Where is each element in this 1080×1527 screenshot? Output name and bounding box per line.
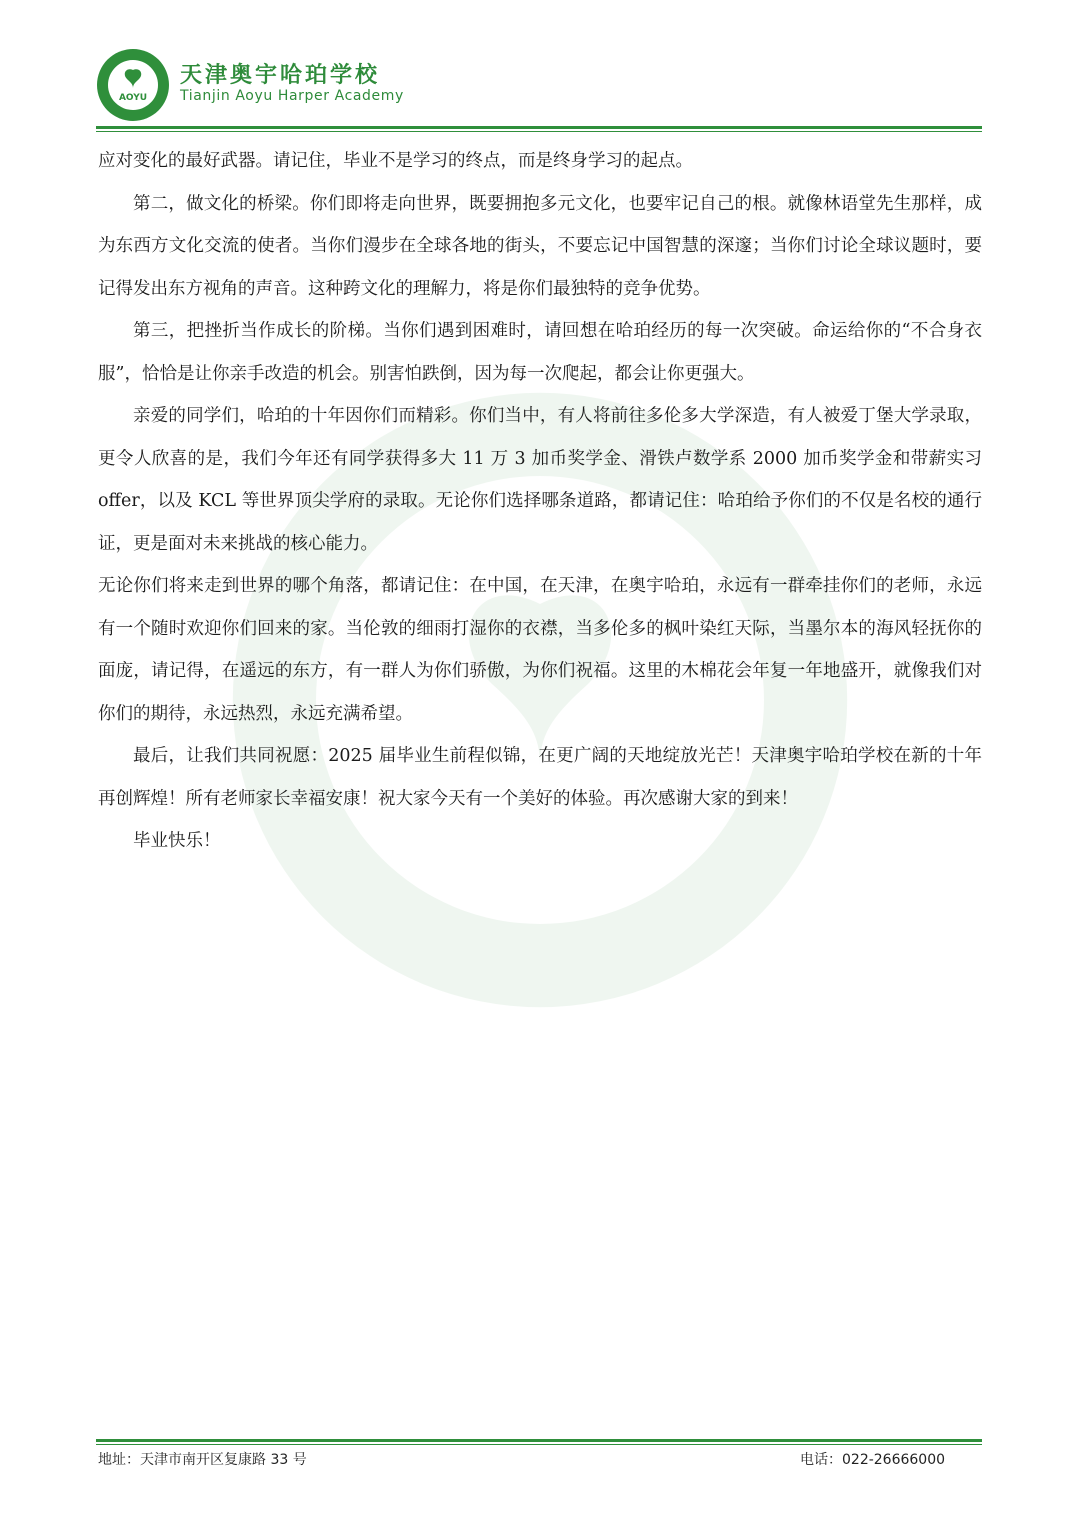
logo-text: AOYU (118, 93, 148, 103)
paragraph-continuation: 应对变化的最好武器。请记住，毕业不是学习的终点，而是终身学习的起点。 (98, 151, 693, 171)
letter-body (98, 140, 982, 863)
footer-address: 地址：天津市南开区复康路 33 号 (98, 1452, 307, 1468)
paragraph-setbacks: 第三，把挫折当作成长的阶梯。当你们遇到困难时，请回想在哈珀经历的每一次突破。命运给你的“不合身衣服”，恰恰是让你亲手改造的机会。别害怕跌倒，因为每一次爬起，都会让你更强大。 (98, 321, 982, 384)
header-divider-thin (96, 131, 982, 132)
letterhead (96, 48, 982, 128)
school-logo-icon (96, 48, 170, 122)
paragraph-wishes: 最后，让我们共同祝愿：2025 届毕业生前程似锦，在更广阔的天地绽放光芒！天津奥宇哈珀学校在新的十年再创辉煌！所有老师家长幸福安康！祝大家今天有一个美好的体验。再次感谢大家的到来！ (98, 746, 982, 809)
paragraph-home: 无论你们将来走到世界的哪个角落，都请记住：在中国，在天津，在奥宇哈珀，永远有一群牵挂你们的老师，永远有一个随时欢迎你们回来的家。当伦敦的细雨打湿你的衣襟，当多伦多的枫叶染红天际，当墨尔本的海风轻抚你的面庞，请记得，在遥远的东方，有一群人为你们骄傲，为你们祝福。这里的木棉花会年复一年地盛开，就像我们对你们的期待，永远热烈，永远充满希望。 (98, 576, 982, 724)
paragraph-closing: 毕业快乐！ (133, 831, 221, 851)
footer-divider-thin (96, 1444, 982, 1445)
footer-divider-thick (96, 1439, 982, 1442)
school-name-cn: 天津奥宇哈珀学校 (180, 63, 381, 88)
paragraph-cultural-bridge: 第二，做文化的桥梁。你们即将走向世界，既要拥抱多元文化，也要牢记自己的根。就像林语堂先生那样，成为东西方文化交流的使者。当你们漫步在全球各地的街头，不要忘记中国智慧的深邃；当你们讨论全球议题时，要记得发出东方视角的声音。这种跨文化的理解力，将是你们最独特的竞争优势。 (98, 193, 982, 299)
school-name-en: Tianjin Aoyu Harper Academy (180, 88, 404, 104)
header-divider-thick (96, 126, 982, 129)
paragraph-achievements: 亲爱的同学们，哈珀的十年因你们而精彩。你们当中，有人将前往多伦多大学深造，有人被爱丁堡大学录取，更令人欣喜的是，我们今年还有同学获得多大 11 万 3 加币奖学金、滑铁卢数学系 2000 加币奖学金和带薪实习 offer，以及 KCL 等世界顶尖学府的录取。无论你们选择哪条道路，都请记住：哈珀给予你们的不仅是名校的通行证，更是面对未来挑战的核心能力。 (98, 406, 982, 554)
footer-phone: 电话：022-26666000 (800, 1452, 946, 1468)
